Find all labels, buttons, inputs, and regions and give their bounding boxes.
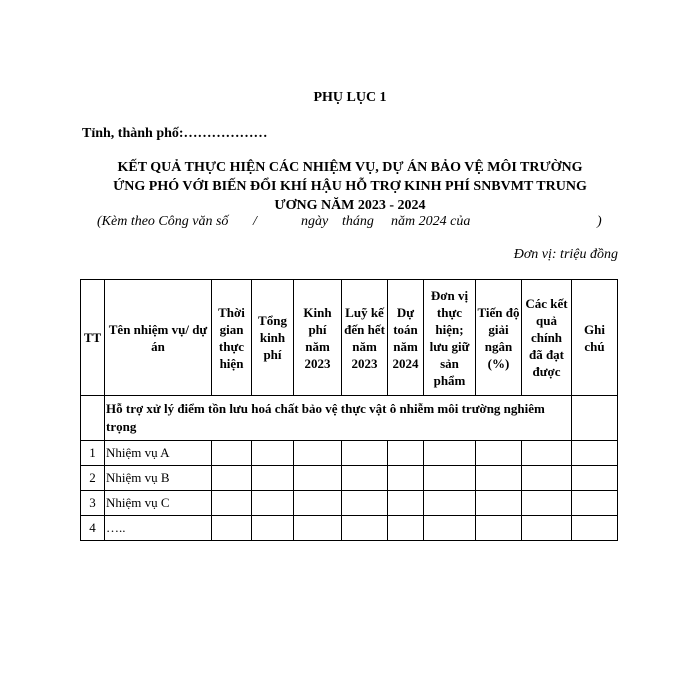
header-cumulative-2023: Luỹ kế đến hết năm 2023	[342, 280, 388, 396]
row-task-name: Nhiệm vụ A	[105, 441, 212, 466]
header-main-results: Các kết quả chính đã đạt được	[522, 280, 572, 396]
header-task-name: Tên nhiệm vụ/ dự án	[105, 280, 212, 396]
province-line: Tỉnh, thành phố:………………	[82, 126, 268, 141]
attachment-text-close: )	[597, 214, 602, 229]
header-notes: Ghi chú	[572, 280, 618, 396]
row-tt: 4	[81, 516, 105, 541]
attachment-text-slash: /	[253, 214, 257, 229]
heading-line-1: KẾT QUẢ THỰC HIỆN CÁC NHIỆM VỤ, DỰ ÁN BẢO VỆ MÔI TRƯỜNG	[117, 160, 583, 175]
attachment-text-doc: (Kèm theo Công văn số	[97, 214, 229, 229]
group-notes-cell	[572, 396, 618, 441]
header-estimate-2024: Dự toán năm 2024	[388, 280, 424, 396]
row-tt: 1	[81, 441, 105, 466]
table-row	[81, 491, 618, 516]
row-tt: 3	[81, 491, 105, 516]
header-implementing-unit: Đơn vị thực hiện; lưu giữ sản phẩm	[424, 280, 476, 396]
row-tt: 2	[81, 466, 105, 491]
heading-line-2: ỨNG PHÓ VỚI BIẾN ĐỔI KHÍ HẬU HỖ TRỢ KINH PHÍ SNBVMT TRUNG	[113, 179, 587, 194]
attachment-text-month: tháng	[342, 214, 374, 229]
attachment-text-day: ngày	[301, 214, 329, 229]
heading-line-3: ƯƠNG NĂM 2023 - 2024	[274, 198, 426, 213]
table-row	[81, 466, 618, 491]
table-row	[81, 516, 618, 541]
row-task-name: Nhiệm vụ C	[105, 491, 212, 516]
row-task-name: …..	[105, 516, 212, 541]
header-budget-2023: Kinh phí năm 2023	[294, 280, 342, 396]
main-heading	[70, 158, 630, 215]
header-total-budget: Tổng kinh phí	[252, 280, 294, 396]
group-title: Hỗ trợ xử lý điểm tồn lưu hoá chất bảo vệ thực vật ô nhiễm môi trường nghiêm trọng	[105, 396, 572, 441]
group-tt-cell	[81, 396, 105, 441]
header-tt: TT	[81, 280, 105, 396]
table-header-row	[81, 280, 618, 396]
row-task-name: Nhiệm vụ B	[105, 466, 212, 491]
table-group-row	[81, 396, 618, 441]
header-disbursement-progress: Tiến độ giải ngân (%)	[476, 280, 522, 396]
unit-label: Đơn vị: triệu đồng	[513, 247, 618, 262]
table-row	[81, 441, 618, 466]
report-table	[80, 279, 618, 541]
appendix-title: PHỤ LỤC 1	[313, 90, 387, 105]
header-duration: Thời gian thực hiện	[212, 280, 252, 396]
attachment-text-year: năm 2024 của	[391, 214, 471, 229]
